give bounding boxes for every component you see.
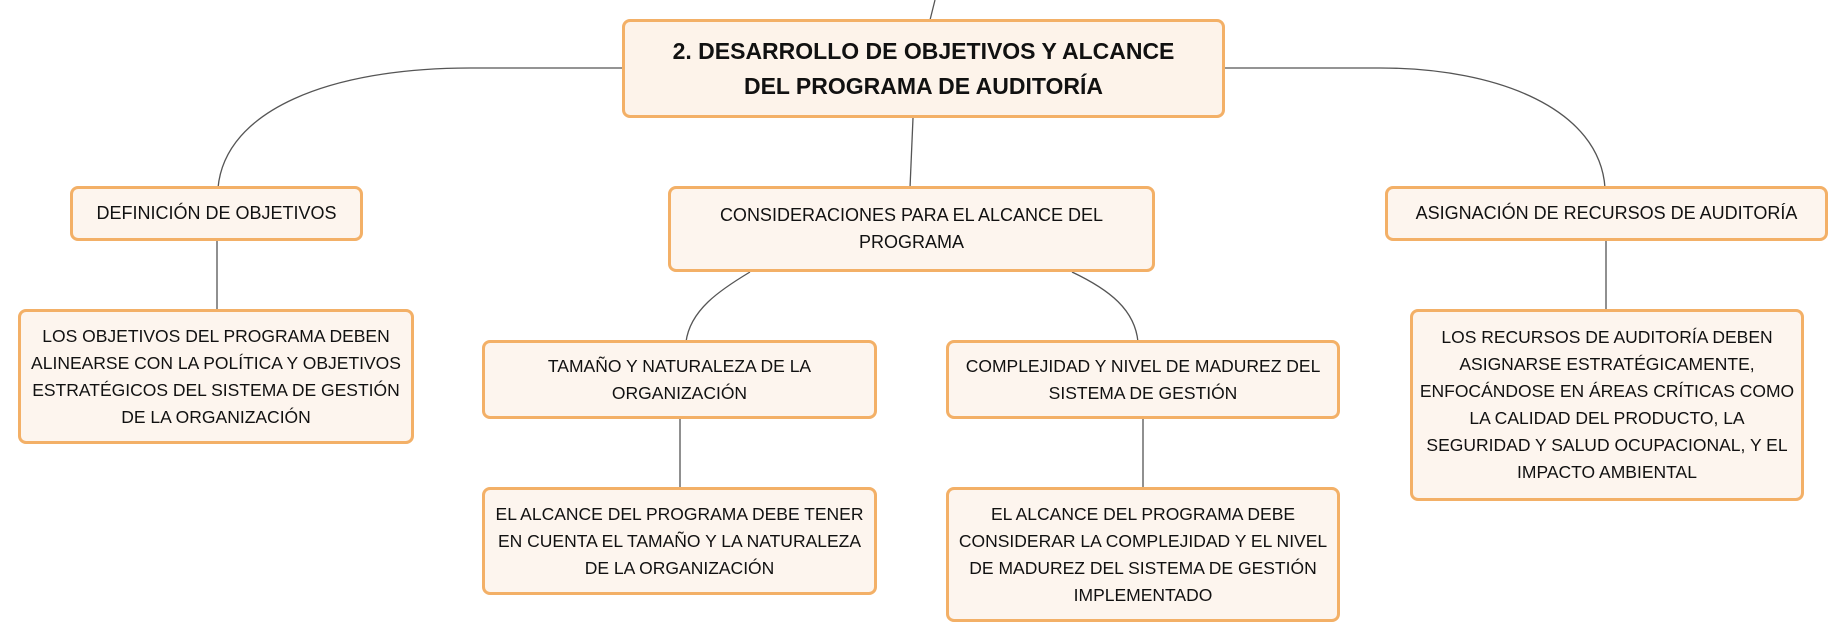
root-title: 2. DESARROLLO DE OBJETIVOS Y ALCANCE DEL PROGRAMA DE AUDITORÍA [672,37,1175,99]
resources-node [1385,186,1828,241]
objectives-detail-node [18,309,414,444]
size-detail-node [482,487,877,595]
resources-label: ASIGNACIÓN DE RECURSOS DE AUDITORÍA [1415,203,1798,223]
size-label: TAMAÑO Y NATURALEZA DE LA ORGANIZACIÓN [547,355,812,403]
complexity-node [946,340,1340,419]
resources-detail-text: LOS RECURSOS DE AUDITORÍA DEBEN ASIGNARSE ESTRATÉGICAMENTE, ENFOCÁNDOSE EN ÁREAS CRÍTICAS COMO LA CALIDAD DEL PRODUCTO, LA SEGURIDAD Y SALUD OCUPACIONAL, Y EL IMPACTO AMBIENTAL [1419,327,1795,482]
connector-root-to-objectives [218,68,624,188]
objectives-node [70,186,363,241]
connector-root-to-scope [910,118,913,188]
complexity-detail-text: EL ALCANCE DEL PROGRAMA DEBE CONSIDERAR LA COMPLEJIDAD Y EL NIVEL DE MADUREZ DEL SISTEMA DE GESTIÓN IMPLEMENTADO [958,503,1328,605]
scope-node [668,186,1155,272]
complexity-detail-node [946,487,1340,622]
objectives-label: DEFINICIÓN DE OBJETIVOS [96,203,337,223]
complexity-label: COMPLEJIDAD Y NIVEL DE MADUREZ DEL SISTEMA DE GESTIÓN [965,355,1321,403]
size-detail-text: EL ALCANCE DEL PROGRAMA DEBE TENER EN CUENTA EL TAMAÑO Y LA NATURALEZA DE LA ORGANIZACIÓN [495,503,864,578]
connector-parent-to-root [930,0,935,20]
connector-scope-to-size [686,272,750,342]
root-node [622,19,1225,118]
connector-root-to-resources [1225,68,1605,188]
size-node [482,340,877,419]
connector-scope-to-complexity [1072,272,1138,342]
scope-label: CONSIDERACIONES PARA EL ALCANCE DEL PROGRAMA [719,205,1104,252]
resources-detail-node [1410,309,1804,501]
objectives-detail-text: LOS OBJETIVOS DEL PROGRAMA DEBEN ALINEARSE CON LA POLÍTICA Y OBJETIVOS ESTRATÉGICOS DEL SISTEMA DE GESTIÓN DE LA ORGANIZACIÓN [31,325,401,427]
